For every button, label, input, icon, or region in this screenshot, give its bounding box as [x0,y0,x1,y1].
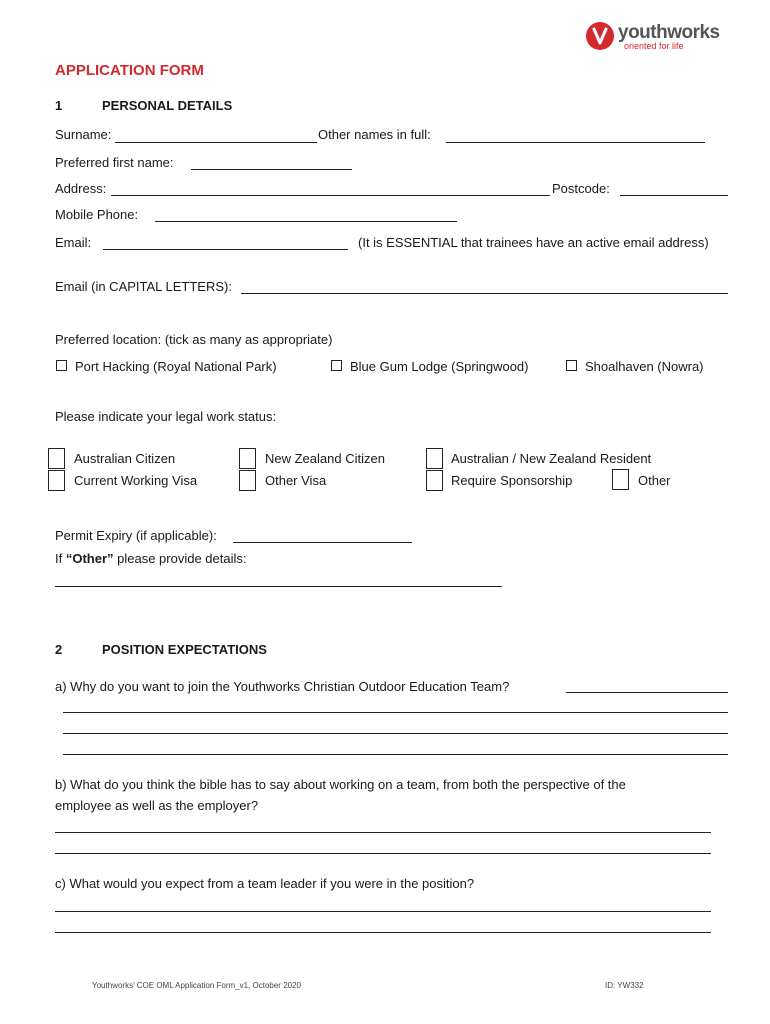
email-capitals-label: Email (in CAPITAL LETTERS): [55,279,232,294]
answer-a-line[interactable] [63,712,728,713]
require-sponsorship-label: Require Sponsorship [451,473,573,488]
checkbox-icon[interactable] [566,360,577,371]
checkbox-new-zealand-citizen[interactable] [239,448,256,469]
address-field[interactable] [111,195,550,196]
logo-mark-icon [586,22,614,50]
other-details-suffix: please provide details: [113,551,247,566]
surname-label: Surname: [55,127,112,142]
logo-brand-text: youthworks [618,22,720,43]
answer-b-line[interactable] [55,832,711,833]
location-port-hacking[interactable] [56,359,277,374]
answer-a-line[interactable] [63,733,728,734]
answer-a-line[interactable] [566,692,728,693]
preferred-first-name-label: Preferred first name: [55,155,174,170]
footer-form-name: Youthworks’ COE OML Application Form_v1, October 2020 [92,981,301,990]
checkbox-au-nz-resident[interactable] [426,448,443,469]
footer-form-id: ID: YW332 [605,981,644,990]
other-names-field[interactable] [446,142,705,143]
other-details-prompt [55,551,247,566]
section-1-number: 1 [55,98,63,113]
other-visa-label: Other Visa [265,473,327,488]
checkbox-icon[interactable] [56,360,67,371]
email-capitals-field[interactable] [241,293,728,294]
checkbox-require-sponsorship[interactable] [426,470,443,491]
section-1-title: PERSONAL DETAILS [102,98,233,113]
new-zealand-citizen-label: New Zealand Citizen [265,451,385,466]
other-details-prefix: If [55,551,66,566]
mobile-phone-field[interactable] [155,221,457,222]
location-shoalhaven[interactable] [566,359,704,374]
section-2-title: POSITION EXPECTATIONS [102,642,267,657]
other-details-field[interactable] [55,586,502,587]
email-note: (It is ESSENTIAL that trainees have an active email address) [358,235,709,250]
question-b-line-1: b) What do you think the bible has to say about working on a team, from both the perspective of the [55,777,626,792]
logo-tagline: oriented for life [624,41,684,51]
checkbox-australian-citizen[interactable] [48,448,65,469]
postcode-field[interactable] [620,195,728,196]
question-b-line-2: employee as well as the employer? [55,798,259,813]
location-port-hacking-label: Port Hacking (Royal National Park) [75,359,277,374]
form-title: APPLICATION FORM [55,62,204,79]
other-status-label: Other [638,473,671,488]
address-label: Address: [55,181,107,196]
current-working-visa-label: Current Working Visa [74,473,198,488]
question-a: a) Why do you want to join the Youthworks Christian Outdoor Education Team? [55,679,510,694]
checkbox-other-visa[interactable] [239,470,256,491]
answer-c-line[interactable] [55,911,711,912]
checkbox-other-status[interactable] [612,469,629,490]
location-shoalhaven-label: Shoalhaven (Nowra) [585,359,704,374]
other-names-label: Other names in full: [318,127,431,142]
answer-b-line[interactable] [55,853,711,854]
checkbox-icon[interactable] [331,360,342,371]
surname-field[interactable] [115,142,317,143]
mobile-phone-label: Mobile Phone: [55,207,139,222]
postcode-label: Postcode: [552,181,610,196]
australian-citizen-label: Australian Citizen [74,451,176,466]
permit-expiry-field[interactable] [233,542,412,543]
preferred-location-prompt: Preferred location: (tick as many as appropriate) [55,332,333,347]
other-details-emphasis: “Other” [65,551,114,566]
location-blue-gum-lodge-label: Blue Gum Lodge (Springwood) [350,359,529,374]
question-c: c) What would you expect from a team leader if you were in the position? [55,876,475,891]
au-nz-resident-label: Australian / New Zealand Resident [451,451,652,466]
permit-expiry-label: Permit Expiry (if applicable): [55,528,217,543]
email-field[interactable] [103,249,348,250]
work-status-prompt: Please indicate your legal work status: [55,409,277,424]
preferred-first-name-field[interactable] [191,169,352,170]
email-label: Email: [55,235,92,250]
checkbox-current-working-visa[interactable] [48,470,65,491]
answer-c-line[interactable] [55,932,711,933]
answer-a-line[interactable] [63,754,728,755]
location-blue-gum-lodge[interactable] [331,359,529,374]
section-2-number: 2 [55,642,63,657]
